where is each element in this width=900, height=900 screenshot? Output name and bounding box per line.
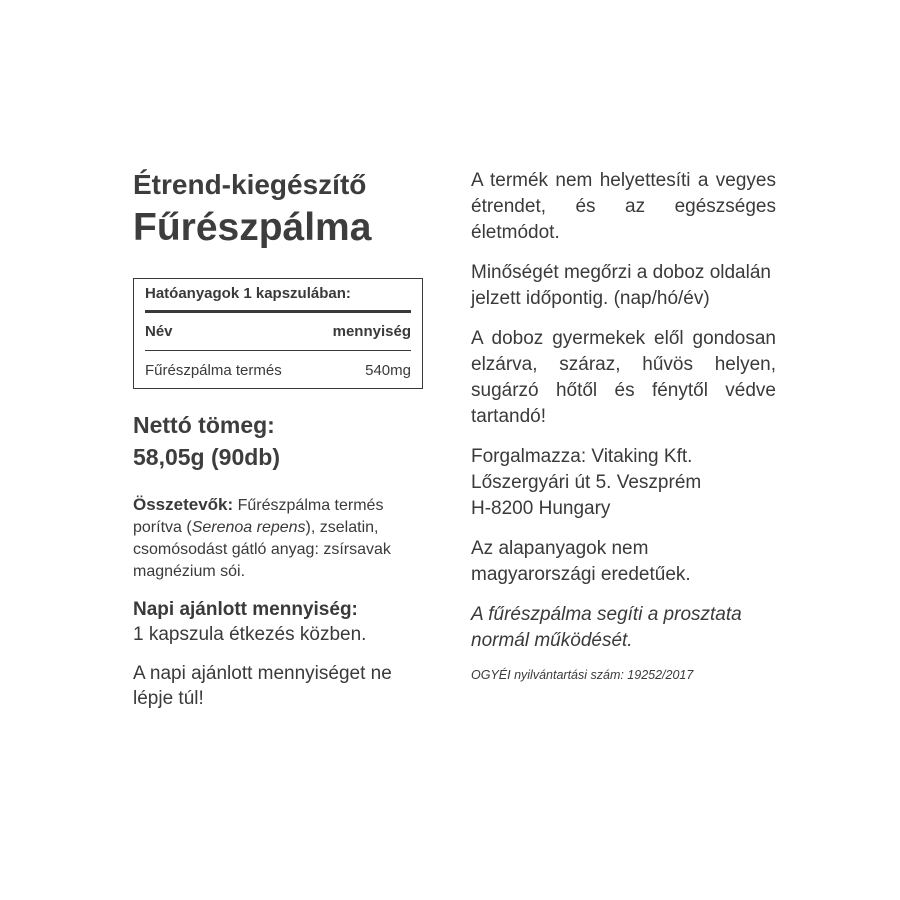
distributor-line-3: H-8200 Hungary [471,498,611,519]
distributor-line-1: Forgalmazza: Vitaking Kft. [471,446,693,467]
table-row [145,351,411,380]
ingredients-text [133,494,433,583]
best-before-notice: Minőségét megőrzi a doboz oldalán jelzett időpontig. (nap/hó/év) [471,262,771,309]
table-heading: Hatóanyagok 1 kapszulában: [145,285,411,313]
product-category: Étrend-kiegészítő [133,169,367,200]
net-weight-value: 58,05g (90db) [133,444,280,470]
net-weight-label: Nettó tömeg: [133,412,275,438]
right-column [471,168,776,682]
origin-notice: Az alapanyagok nem magyarországi eredetűek. [471,538,691,585]
col-amount-header: mennyiség [332,323,411,340]
daily-dose-title: Napi ajánlott mennyiség: [133,599,358,620]
ingredients-part1: Fűrészpálma termés porítva ( [133,497,384,536]
ingredient-name: Fűrészpálma termés [145,362,282,379]
dose-warning: A napi ajánlott mennyiséget ne lépje túl! [133,663,392,709]
daily-dose [133,597,433,647]
health-claim: A fűrészpálma segíti a prosztata normál működését. [471,604,742,651]
daily-dose-text: 1 kapszula étkezés közben. [133,624,367,645]
product-title: Fűrészpálma [133,206,372,249]
registration-number: OGYÉI nyilvántartási szám: 19252/2017 [471,668,694,682]
left-column [133,168,433,711]
distributor-info [471,444,776,522]
distributor-line-2: Lőszergyári út 5. Veszprém [471,472,702,493]
active-ingredients-table [133,278,423,389]
ingredients-label: Összetevők: [133,495,234,514]
diet-notice: A termék nem helyettesíti a vegyes étrendet, és az egészséges életmódot. [471,170,776,243]
table-header-row [145,313,411,351]
ingredient-amount: 540mg [365,362,411,379]
ingredients-latin: Serenoa repens [191,519,306,536]
storage-notice: A doboz gyermekek elől gondosan elzárva, száraz, hűvös helyen, sugárzó hőtől és fénytől védve tartandó! [471,328,776,427]
ingredients-part2: ), zselatin, csomósodást gátló anyag: zsírsavak magnézium sói. [133,519,391,580]
net-weight [133,409,433,473]
col-name-header: Név [145,323,173,340]
